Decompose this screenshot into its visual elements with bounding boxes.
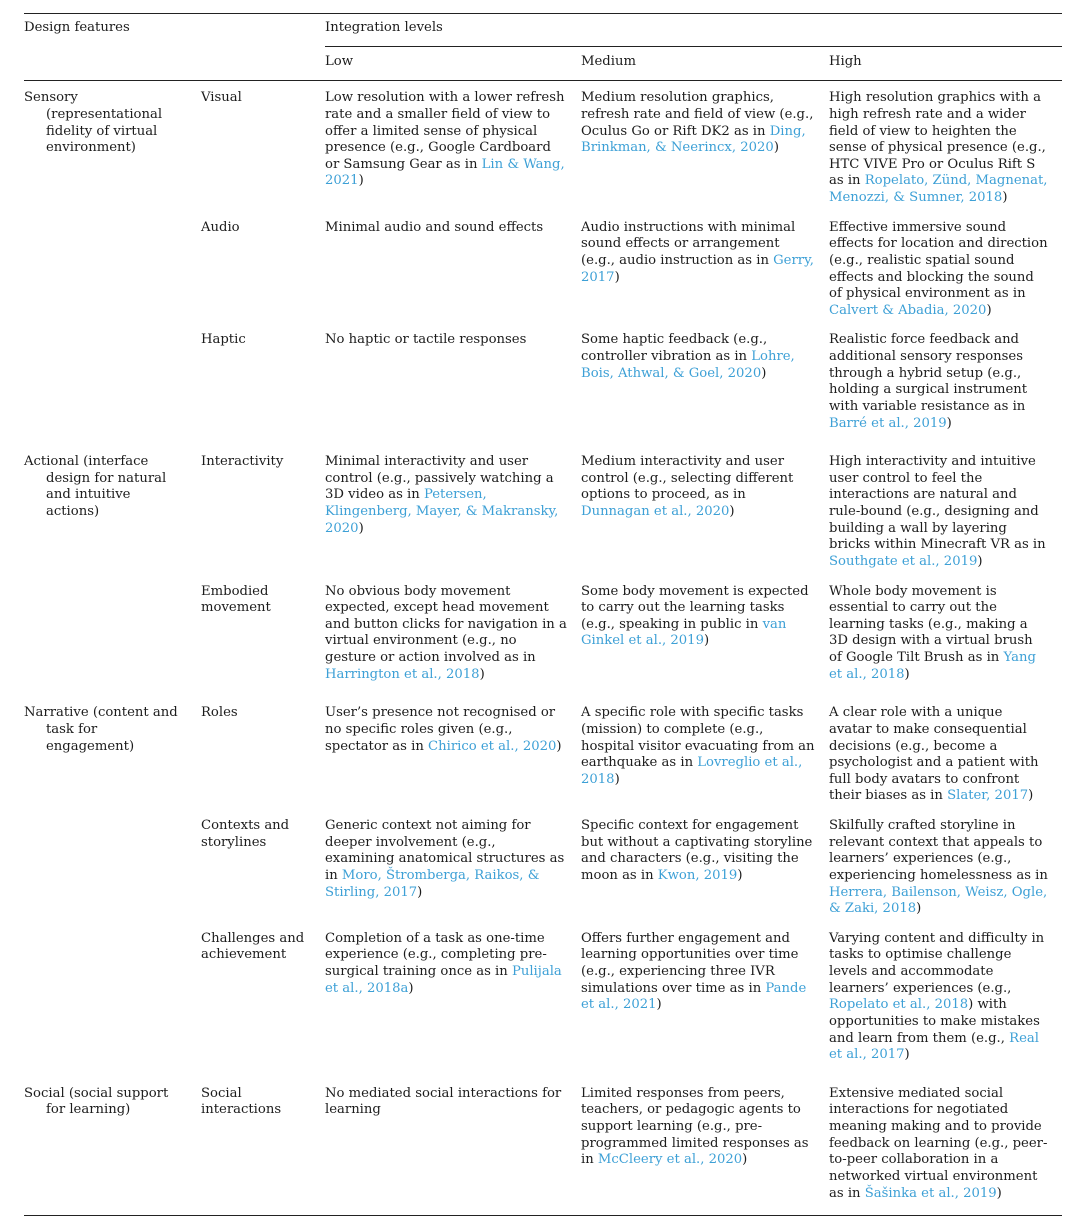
cell-text: User’s presence not recognised or no specific roles given (e.g., spectator as in	[325, 705, 556, 754]
cell-high	[829, 445, 1062, 583]
cell-text: Limited responses from peers, teachers, or pedagogic agents to support learning (e.g., pre-programmed limited responses as in	[581, 1085, 809, 1168]
cell-text: )	[417, 884, 423, 900]
cell-text: No haptic or tactile responses	[325, 332, 527, 348]
cell-text: )	[408, 980, 414, 996]
cell-text: Medium interactivity and user control (e.g., selecting different options to proceed, as in	[581, 454, 794, 503]
citation-link[interactable]: Barré et al., 2019	[829, 415, 947, 431]
design-feature-subtype: Embodied movement	[201, 583, 271, 616]
cell-text: )	[1002, 190, 1008, 205]
citation-link[interactable]: Slater, 2017	[947, 788, 1029, 804]
design-feature-subtype: Visual	[201, 90, 242, 106]
cell-medium	[581, 1077, 829, 1216]
cell-text: )	[1028, 788, 1034, 804]
cell-text: Extensive mediated social interactions for negotiated meaning making and to provide feedback on learning (e.g., peer-to-peer collaboration in a networked virtual environment as in	[829, 1085, 1048, 1201]
cell-text: )	[904, 1047, 910, 1063]
cell-text: )	[729, 504, 735, 519]
citation-link[interactable]: Kwon, 2019	[657, 867, 738, 883]
cell-text: Whole body movement is essential to carry out the learning tasks (e.g., making a 3D design with a virtual brush of Google Tilt Brush as in	[829, 583, 1033, 665]
cell-text: Varying content and difficulty in tasks to optimise challenge levels and accommodate learners’ experiences (e.g.,	[829, 930, 1045, 996]
cell-text: )	[946, 415, 952, 431]
citation-link[interactable]: Pulijala et al., 2018a	[325, 964, 562, 996]
cell-text: Some body movement is expected to carry out the learning tasks (e.g., speaking in public in	[581, 583, 809, 632]
cell-text: )	[773, 140, 779, 156]
citation-link[interactable]: van Ginkel et al., 2019	[581, 616, 787, 649]
design-feature-category: Narrative (content and task for engagement)	[24, 705, 178, 754]
cell-text: )	[614, 771, 620, 787]
citation-link[interactable]: Chirico et al., 2020	[428, 738, 557, 754]
cell-low	[325, 584, 581, 697]
citation-link[interactable]: Moro, Štromberga, Raikos, & Stirling, 2017	[325, 867, 540, 900]
citation-link[interactable]: Ding, Brinkman, & Neerincx, 2020	[581, 123, 806, 156]
table-row	[24, 696, 1062, 818]
cell-text: Audio instructions with minimal sound effects or arrangement (e.g., audio instruction as in	[581, 219, 796, 268]
cell-text: )	[703, 633, 710, 649]
design-feature-category: Sensory (representational fidelity of virtual environment)	[24, 90, 163, 156]
column-header-integration-levels: Integration levels	[325, 14, 1062, 47]
cell-text: Some haptic feedback (e.g., controller vibration as in	[581, 332, 768, 364]
column-header-design-features: Design features	[24, 14, 325, 81]
cell-high	[829, 584, 1062, 697]
citation-link[interactable]: Lin & Wang, 2021	[325, 156, 565, 189]
cell-text: High interactivity and intuitive user control to feel the interactions are natural and rule-bound (e.g., designing and building a wall by layering bricks within Minecraft VR as in	[829, 454, 1046, 553]
cell-low	[325, 931, 581, 1077]
column-header-high: High	[829, 46, 1062, 81]
design-feature-category: Actional (interface design for natural and intuitive actions)	[24, 454, 167, 519]
column-header-low: Low	[325, 46, 581, 81]
table-row	[24, 81, 1062, 220]
citation-link[interactable]: Pande et al., 2021	[581, 980, 807, 1013]
cell-text: Effective immersive sound effects for location and direction (e.g., realistic spatial sound effects and blocking the sound of physical environment as in	[829, 219, 1048, 302]
design-feature-subtype: Roles	[201, 705, 238, 721]
cell-medium	[581, 931, 829, 1077]
citation-link[interactable]: Dunnagan et al., 2020	[581, 504, 730, 519]
column-header-medium: Medium	[581, 46, 829, 81]
cell-text: Skilfully crafted storyline in relevant context that appeals to learners’ experiences (e.g., experiencing homelessness as in	[829, 818, 1048, 883]
cell-text: High resolution graphics with a high refresh rate and a wider field of view to heighten the sense of physical presence (e.g., HTC VIVE Pro or Oculus Rift S as in	[829, 90, 1046, 189]
table-row	[24, 1077, 1062, 1216]
cell-text: Minimal interactivity and user control (e.g., passively watching a 3D video as in	[325, 454, 554, 503]
header-row-1	[24, 14, 1062, 47]
cell-text: )	[742, 1152, 748, 1168]
cell-text: )	[977, 553, 983, 569]
citation-link[interactable]: McCleery et al., 2020	[597, 1152, 743, 1168]
cell-text: )	[479, 666, 485, 682]
cell-text: Minimal audio and sound effects	[325, 219, 544, 235]
cell-medium	[581, 81, 829, 220]
cell-text: Medium resolution graphics, refresh rate and field of view (e.g., Oculus Go or Rift DK2 as in	[581, 90, 814, 139]
citation-link[interactable]: Ropelato, Zünd, Magnenat, Menozzi, & Sumner, 2018	[829, 173, 1048, 205]
cell-medium	[581, 696, 829, 818]
cell-text: Offers further engagement and learning opportunities over time (e.g., experiencing three IVR simulations over time as in	[581, 930, 799, 996]
citation-link[interactable]: Southgate et al., 2019	[829, 553, 978, 569]
cell-text: No obvious body movement expected, except head movement and button clicks for navigation in a virtual environment (e.g., no gesture or action involved as in	[325, 583, 567, 665]
cell-text: )	[996, 1185, 1002, 1201]
cell-text: A clear role with a unique avatar to make consequential decisions (e.g., become a psychologist and a patient with full body avatars to confront their biases as in	[829, 705, 1039, 804]
cell-text: Completion of a task as one-time experience (e.g., completing pre-surgical training once as in	[325, 930, 547, 979]
design-feature-subtype: Challenges and achievement	[201, 930, 305, 963]
citation-link[interactable]: Real et al., 2017	[829, 1030, 1039, 1063]
cell-text: Specific context for engagement but without a captivating storyline and characters (e.g., visiting the moon as in	[581, 818, 813, 883]
cell-high	[829, 332, 1062, 445]
citation-link[interactable]: Ropelato et al., 2018	[829, 997, 969, 1013]
cell-low	[325, 1077, 581, 1216]
cell-text: A specific role with specific tasks (mission) to complete (e.g., hospital visitor evacuating from an earthquake as in	[581, 705, 815, 771]
cell-high	[829, 81, 1062, 220]
cell-high	[829, 931, 1062, 1077]
cell-text: )	[556, 738, 562, 754]
integration-levels-table	[24, 13, 1062, 1216]
cell-low	[325, 445, 581, 583]
cell-text: )	[656, 997, 662, 1013]
cell-low	[325, 818, 581, 931]
cell-medium	[581, 584, 829, 697]
cell-text: )	[614, 269, 620, 285]
citation-link[interactable]: Gerry, 2017	[581, 252, 814, 285]
cell-medium	[581, 332, 829, 445]
design-feature-subtype: Contexts and storylines	[201, 818, 290, 850]
cell-high	[829, 1077, 1062, 1216]
design-feature-category: Social (social support for learning)	[24, 1085, 169, 1118]
table-row	[24, 445, 1062, 583]
cell-text: )	[737, 867, 743, 883]
cell-medium	[581, 818, 829, 931]
design-feature-subtype: Haptic	[201, 332, 246, 348]
cell-medium	[581, 445, 829, 583]
cell-text: )	[358, 520, 364, 536]
cell-high	[829, 696, 1062, 818]
table-header	[24, 14, 1062, 81]
cell-high	[829, 818, 1062, 931]
cell-low	[325, 332, 581, 445]
cell-text: )	[761, 365, 767, 381]
citation-link[interactable]: Šašinka et al., 2019	[864, 1185, 997, 1201]
design-feature-subtype: Interactivity	[201, 454, 284, 470]
table-body	[24, 81, 1062, 1216]
cell-text: )	[916, 901, 922, 917]
cell-text: Low resolution with a lower refresh rate and a smaller field of view to offer a limited sense of physical presence (e.g., Google Cardboard or Samsung Gear as in	[325, 90, 565, 172]
cell-text: No mediated social interactions for learning	[325, 1085, 562, 1118]
cell-low	[325, 696, 581, 818]
citation-link[interactable]: Calvert & Abadia, 2020	[829, 302, 987, 318]
design-feature-subtype: Social interactions	[201, 1085, 282, 1118]
citation-link[interactable]: Harrington et al., 2018	[325, 666, 480, 682]
citation-link[interactable]: Yang et al., 2018	[829, 650, 1036, 682]
cell-text: )	[904, 666, 910, 682]
cell-high	[829, 220, 1062, 333]
citation-link[interactable]: Lovreglio et al., 2018	[581, 755, 803, 787]
cell-medium	[581, 220, 829, 333]
citation-link[interactable]: Petersen, Klingenberg, Mayer, & Makransky, 2020	[325, 487, 559, 536]
citation-link[interactable]: Lohre, Bois, Athwal, & Goel, 2020	[581, 349, 795, 381]
cell-low	[325, 220, 581, 333]
cell-text: )	[358, 173, 364, 189]
citation-link[interactable]: Herrera, Bailenson, Weisz, Ogle, & Zaki, 2018	[829, 884, 1048, 917]
cell-text: Generic context not aiming for deeper involvement (e.g., examining anatomical structures as in	[325, 818, 565, 883]
cell-text: )	[986, 302, 992, 318]
cell-text: Realistic force feedback and additional sensory responses through a hybrid setup (e.g., holding a surgical instrument with variable resistance as in	[829, 332, 1028, 414]
cell-text: ) with opportunities to make mistakes and learn from them (e.g.,	[829, 997, 1040, 1046]
design-feature-subtype: Audio	[201, 219, 240, 235]
cell-low	[325, 81, 581, 220]
